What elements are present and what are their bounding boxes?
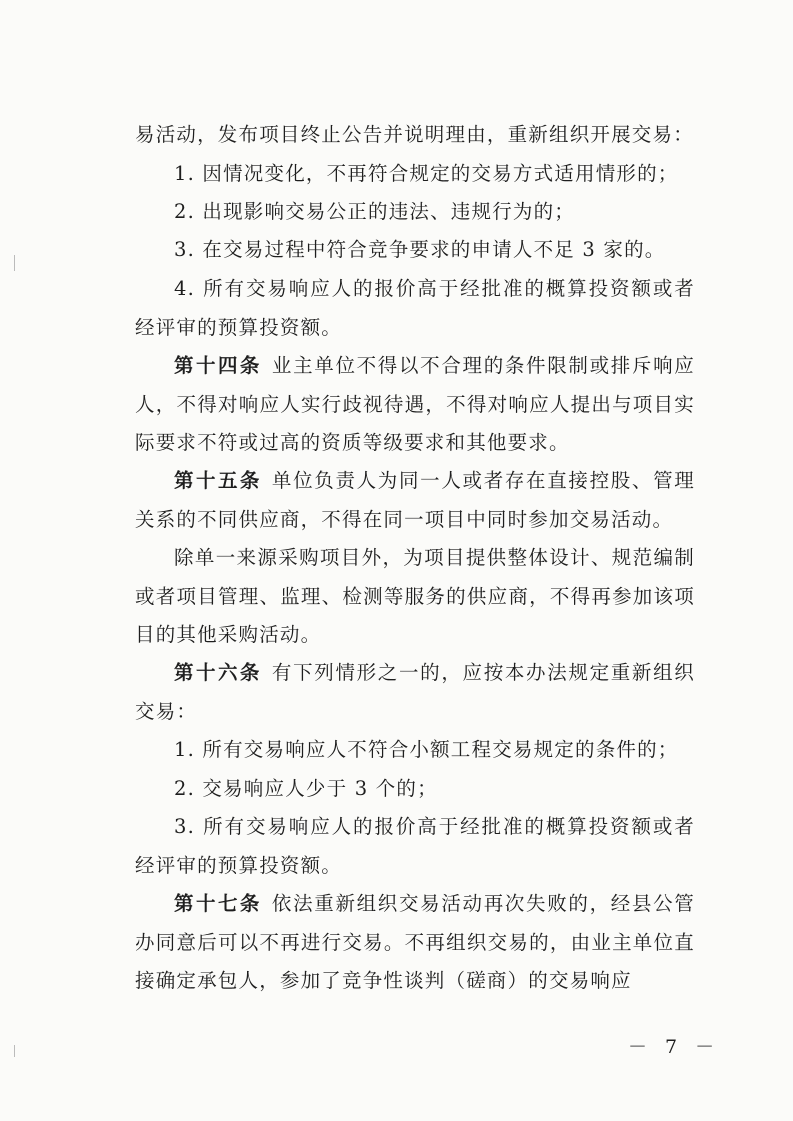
page-number: － 7 － [628,1036,721,1058]
list-item-1 [135,731,695,770]
list-item-1 [135,155,695,194]
list-item-3 [135,231,695,270]
paragraph-text: 有下列情形之一的，应按本办法规定重新组织交易： [135,661,695,723]
article-heading: 第十五条 [174,469,262,492]
scan-mark [14,255,15,271]
article-heading: 第十七条 [174,892,262,915]
paragraph-text: 2. 交易响应人少于 3 个的； [174,777,438,800]
paragraph-text: 1. 所有交易响应人不符合小额工程交易规定的条件的； [174,738,679,761]
list-item-2 [135,193,695,232]
paragraph-text: 依法重新组织交易活动再次失败的，经县公管办同意后可以不再进行交易。不再组织交易的，由业主单位直接确定承包人，参加了竞争性谈判（磋商）的交易响应 [135,892,695,992]
scan-mark [14,1045,15,1057]
paragraph-text: 3. 所有交易响应人的报价高于经批准的概算投资额或者经评审的预算投资额。 [135,815,695,877]
paragraph-text: 2. 出现影响交易公正的违法、违规行为的； [174,200,576,223]
list-item-4 [135,270,695,347]
article-15 [135,462,695,539]
article-heading: 第十六条 [174,661,262,684]
paragraph-text: 业主单位不得以不合理的条件限制或排斥响应人，不得对响应人实行歧视待遇，不得对响应人提出与项目实际要求不符或过高的资质等级要求和其他要求。 [135,354,695,454]
paragraph-text: 单位负责人为同一人或者存在直接控股、管理关系的不同供应商，不得在同一项目中同时参加交易活动。 [135,469,695,531]
paragraph-text: 易活动，发布项目终止公告并说明理由，重新组织开展交易： [135,123,694,146]
paragraph-text: 1. 因情况变化，不再符合规定的交易方式适用情形的； [174,162,679,185]
article-16 [135,654,695,731]
article-17 [135,885,695,1001]
article-heading: 第十四条 [174,354,262,377]
paragraph-continuation [135,116,695,155]
list-item-2 [135,770,695,809]
paragraph-text: 3. 在交易过程中符合竞争要求的申请人不足 3 家的。 [174,238,666,261]
list-item-3 [135,808,695,885]
article-14 [135,347,695,463]
paragraph-text: 除单一来源采购项目外，为项目提供整体设计、规范编制或者项目管理、监理、检测等服务的供应商，不得再参加该项目的其他采购活动。 [135,546,695,646]
paragraph-text: 4. 所有交易响应人的报价高于经批准的概算投资额或者经评审的预算投资额。 [135,277,695,339]
article-15-clause-2 [135,539,695,655]
